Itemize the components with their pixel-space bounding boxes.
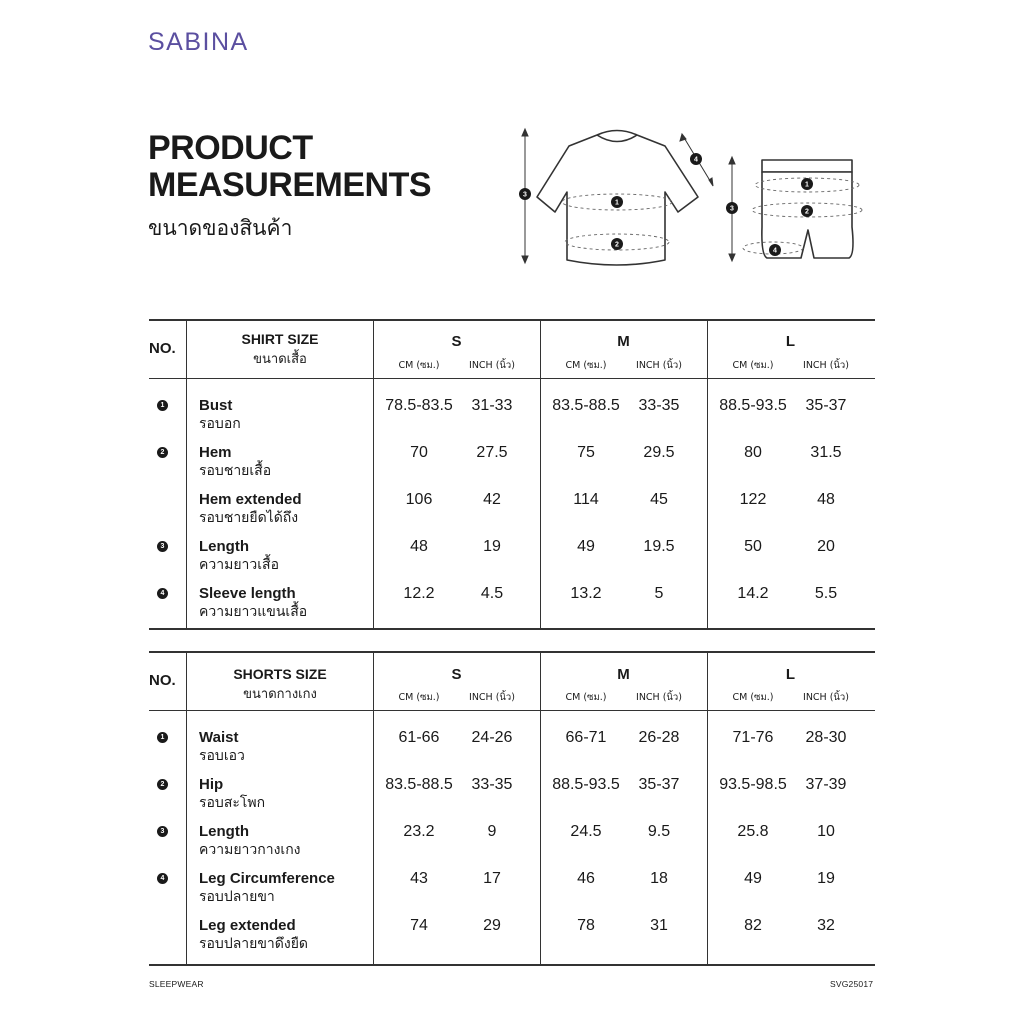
measurement-value: 25.8 xyxy=(737,823,769,840)
measurement-value: 37-39 xyxy=(805,776,847,793)
measurement-value: 5 xyxy=(654,585,664,602)
measurement-value: 71-76 xyxy=(732,729,774,746)
measurement-value: 4.5 xyxy=(480,585,504,602)
measurement-value: 24.5 xyxy=(570,823,602,840)
measurement-value: 43 xyxy=(410,870,428,887)
measurement-value: 9 xyxy=(487,823,497,840)
size-m-header: M xyxy=(617,666,630,683)
unit-inch: INCH (นิ้ว) xyxy=(469,360,515,371)
unit-inch: INCH (นิ้ว) xyxy=(636,360,682,371)
measurement-value: 35-37 xyxy=(805,397,847,414)
measurement-value: 114 xyxy=(573,491,599,508)
measurement-value: 23.2 xyxy=(403,823,435,840)
measurement-value: 31 xyxy=(650,917,668,934)
measurement-value: 27.5 xyxy=(476,444,508,461)
measurement-value: 26-28 xyxy=(638,729,680,746)
measurement-value: 88.5-93.5 xyxy=(552,776,620,793)
measurement-name-th: รอบสะโพก xyxy=(199,795,266,811)
measurement-name: Hem extended xyxy=(199,491,302,508)
measurement-value: 42 xyxy=(483,491,501,508)
measurement-name-th: รอบชายยืดได้ถึง xyxy=(199,510,299,526)
measurement-value: 29 xyxy=(483,917,501,934)
measurement-value: 80 xyxy=(744,444,762,461)
unit-inch: INCH (นิ้ว) xyxy=(636,692,682,703)
measurement-value: 20 xyxy=(817,538,835,555)
shirt-label-4: 4 xyxy=(694,156,698,164)
measurement-name: Bust xyxy=(199,397,233,414)
measurement-name-th: รอบปลายขา xyxy=(199,889,275,905)
measurement-value: 66-71 xyxy=(565,729,607,746)
measurement-name-th: รอบอก xyxy=(199,416,241,432)
measurement-value: 61-66 xyxy=(398,729,440,746)
measurement-value: 18 xyxy=(650,870,668,887)
row-number-badge: 3 xyxy=(157,826,168,837)
measurement-value: 49 xyxy=(744,870,762,887)
measurement-value: 31-33 xyxy=(471,397,513,414)
row-number-badge: 1 xyxy=(157,732,168,743)
shirt-label-3: 3 xyxy=(523,191,527,199)
shorts-size-header-th: ขนาดกางเกง xyxy=(243,687,317,702)
size-s-header: S xyxy=(451,333,462,350)
measurement-value: 70 xyxy=(410,444,428,461)
measurement-name: Leg extended xyxy=(199,917,296,934)
unit-cm: CM (ซม.) xyxy=(398,360,440,371)
unit-inch: INCH (นิ้ว) xyxy=(803,692,849,703)
garment-diagram xyxy=(515,122,875,272)
row-number-badge: 2 xyxy=(157,447,168,458)
measurement-value: 32 xyxy=(817,917,835,934)
measurement-value: 74 xyxy=(410,917,428,934)
no-column-header: NO. xyxy=(149,672,176,689)
measurement-name: Length xyxy=(199,538,249,555)
row-number-badge: 3 xyxy=(157,541,168,552)
unit-cm: CM (ซม.) xyxy=(732,360,774,371)
no-column-header: NO. xyxy=(149,340,176,357)
measurement-name-th: รอบเอว xyxy=(199,748,245,764)
shirt-size-header-th: ขนาดเสื้อ xyxy=(253,352,307,367)
size-m-header: M xyxy=(617,333,630,350)
measurement-value: 83.5-88.5 xyxy=(385,776,453,793)
measurement-value: 50 xyxy=(744,538,762,555)
shorts-label-3: 3 xyxy=(730,205,734,213)
measurement-value: 82 xyxy=(744,917,762,934)
footer-category: SLEEPWEAR xyxy=(149,979,204,989)
measurement-value: 78.5-83.5 xyxy=(385,397,453,414)
measurement-name-th: รอบปลายขาดึงยืด xyxy=(199,936,308,952)
measurement-value: 19 xyxy=(817,870,835,887)
shorts-label-1: 1 xyxy=(805,181,809,189)
measurement-name: Length xyxy=(199,823,249,840)
measurement-value: 19.5 xyxy=(643,538,675,555)
measurement-name-th: ความยาวเสื้อ xyxy=(199,557,279,573)
measurement-value: 14.2 xyxy=(737,585,769,602)
measurement-value: 10 xyxy=(817,823,835,840)
row-number-badge: 4 xyxy=(157,588,168,599)
measurement-value: 46 xyxy=(577,870,595,887)
measurement-value: 24-26 xyxy=(471,729,513,746)
row-number-badge: 4 xyxy=(157,873,168,884)
measurement-value: 13.2 xyxy=(570,585,602,602)
measurement-value: 48 xyxy=(410,538,428,555)
shirt-label-2: 2 xyxy=(615,241,619,249)
measurement-name-th: รอบชายเสื้อ xyxy=(199,463,272,479)
unit-cm: CM (ซม.) xyxy=(565,692,607,703)
title-line-1: PRODUCT xyxy=(148,129,313,167)
measurement-value: 78 xyxy=(577,917,595,934)
size-s-header: S xyxy=(451,666,462,683)
shirt-size-table xyxy=(149,319,875,630)
measurement-value: 49 xyxy=(577,538,595,555)
shirt-label-1: 1 xyxy=(615,199,619,207)
shorts-size-header: SHORTS SIZE xyxy=(233,666,327,682)
measurement-value: 12.2 xyxy=(403,585,435,602)
unit-cm: CM (ซม.) xyxy=(732,692,774,703)
shirt-size-header: SHIRT SIZE xyxy=(241,331,319,347)
measurement-name-th: ความยาวกางเกง xyxy=(199,842,301,858)
measurement-value: 33-35 xyxy=(471,776,513,793)
measurement-value: 28-30 xyxy=(805,729,847,746)
measurement-name: Sleeve length xyxy=(199,585,296,602)
unit-inch: INCH (นิ้ว) xyxy=(803,360,849,371)
measurement-value: 75 xyxy=(577,444,595,461)
measurement-value: 122 xyxy=(739,491,767,508)
measurement-value: 106 xyxy=(405,491,433,508)
shorts-label-2: 2 xyxy=(805,208,809,216)
page-title xyxy=(148,130,431,204)
unit-cm: CM (ซม.) xyxy=(565,360,607,371)
title-line-2: MEASUREMENTS xyxy=(148,166,432,204)
size-l-header: L xyxy=(785,333,796,350)
size-l-header: L xyxy=(785,666,796,683)
measurement-name: Leg Circumference xyxy=(199,870,335,887)
measurement-value: 5.5 xyxy=(814,585,838,602)
page-subtitle: ขนาดของสินค้า xyxy=(148,216,293,240)
brand-logo: SABINA xyxy=(148,28,249,56)
measurement-value: 48 xyxy=(817,491,835,508)
measurement-name: Hip xyxy=(199,776,224,793)
measurement-name-th: ความยาวแขนเสื้อ xyxy=(199,604,308,620)
measurement-value: 93.5-98.5 xyxy=(719,776,787,793)
unit-inch: INCH (นิ้ว) xyxy=(469,692,515,703)
measurement-value: 31.5 xyxy=(810,444,842,461)
measurement-value: 33-35 xyxy=(638,397,680,414)
footer-product-code: SVG25017 xyxy=(830,979,874,989)
measurement-value: 45 xyxy=(650,491,668,508)
measurement-value: 19 xyxy=(483,538,501,555)
row-number-badge: 1 xyxy=(157,400,168,411)
measurement-name: Hem xyxy=(199,444,232,461)
row-number-badge: 2 xyxy=(157,779,168,790)
measurement-value: 9.5 xyxy=(647,823,671,840)
measurement-name: Waist xyxy=(199,729,239,746)
measurement-value: 88.5-93.5 xyxy=(719,397,787,414)
measurement-value: 35-37 xyxy=(638,776,680,793)
unit-cm: CM (ซม.) xyxy=(398,692,440,703)
measurement-value: 83.5-88.5 xyxy=(552,397,620,414)
measurement-value: 17 xyxy=(483,870,501,887)
measurement-value: 29.5 xyxy=(643,444,675,461)
shorts-label-4: 4 xyxy=(773,247,777,255)
shorts-size-table xyxy=(149,651,875,966)
